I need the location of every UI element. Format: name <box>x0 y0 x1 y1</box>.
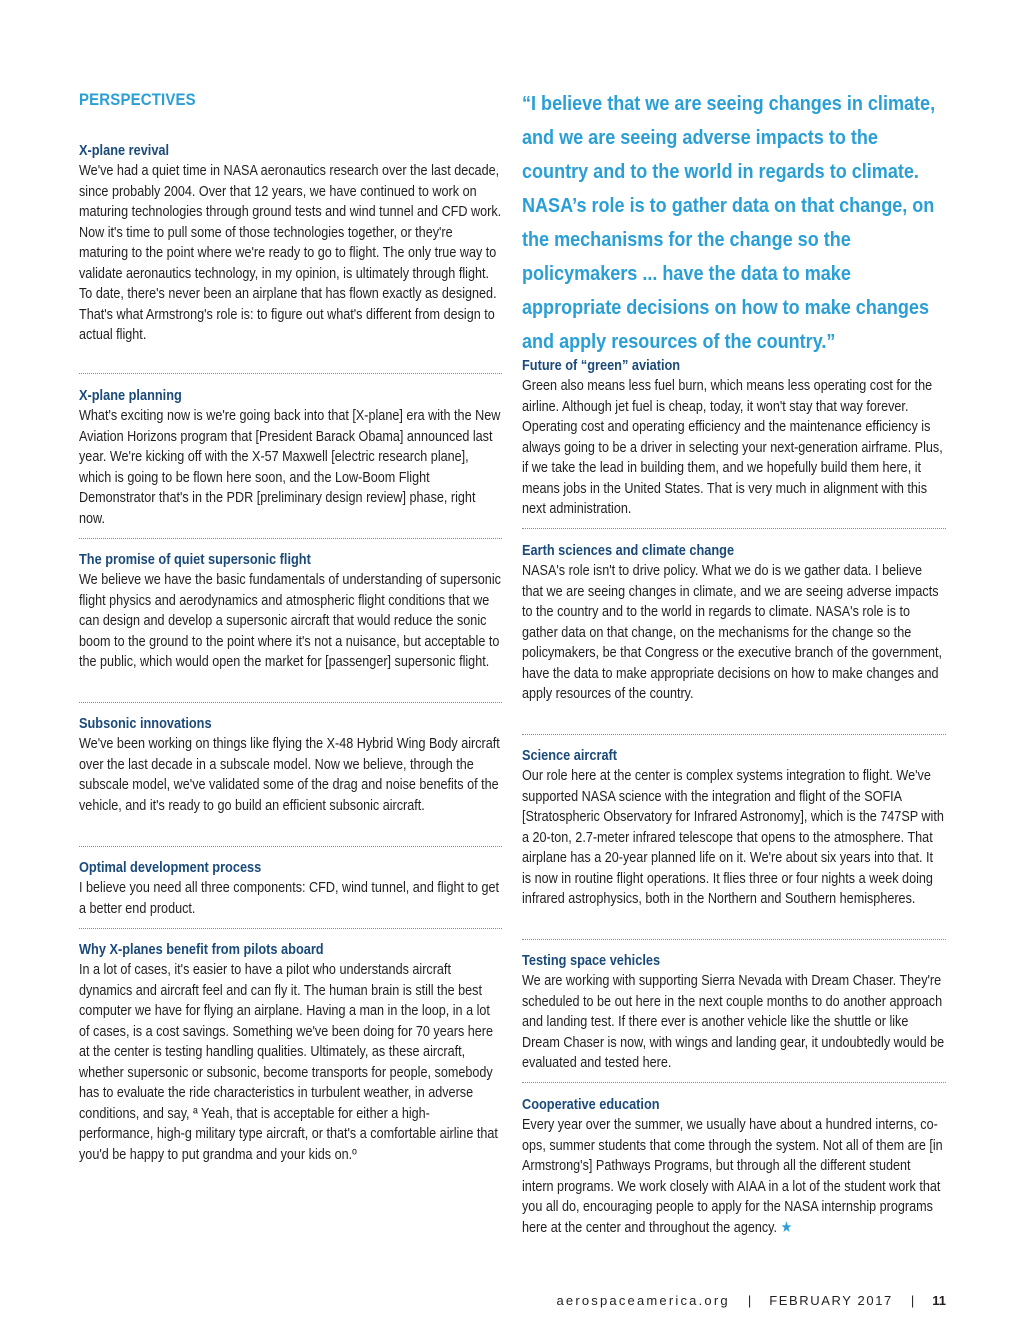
section-body: We believe we have the basic fundamentals of understanding of supersonic flight physics and aerodynamics and atmospheric flight conditions that we can design and develop a supersonic aircraft that would reduce the sonic boom to the ground to the point where it's not a nuisance, but acceptable to the public, which would open the market for [passenger] supersonic flight. <box>79 572 501 670</box>
section-body-text: Every year over the summer, we usually have about a hundred interns, co-ops, summer students that come through the system. Not all of them are [in Armstrong's] Pathways Programs, but through all the different student intern programs. We work closely with AIAA in a lot of the student work that you all do, encouraging people to apply for the NASA internship programs here at the center and throughout the agency. <box>522 1117 943 1236</box>
divider <box>79 373 502 374</box>
divider <box>522 1082 946 1083</box>
article-section <box>79 714 565 816</box>
article-section <box>522 951 1008 1074</box>
page-footer <box>530 1290 946 1310</box>
section-body: NASA's role isn't to drive policy. What we do is we gather data. I believe that we are seeing changes in climate, and we are seeing adverse impacts to the country and to the world in regards to climate. NASA's role is to gather data on that change, on the mechanisms for the change so the policymakers, be that Congress or the executive branch of the government, have the data to make appropriate decisions on how to make changes and apply resources of the country. <box>522 563 943 702</box>
section-heading: Subsonic innovations <box>79 716 212 732</box>
star-icon: ★ <box>780 1218 793 1236</box>
article-section <box>79 141 565 346</box>
article-section <box>522 1095 1008 1238</box>
divider <box>522 939 946 940</box>
section-body: Our role here at the center is complex systems integration to flight. We've supported NASA science with the integration and flight of the SOFIA [Stratospheric Observatory for Infrared Astronomy], which is the 747SP with a 20-ton, 2.7-meter infrared telescope that opens to the atmosphere. That airplane has a 20-year planned life on it. We're about six years into that. It is now in routine flight operations. It flies three or four nights a week doing infrared astrophysics, both in the Northern and Southern hemispheres. <box>522 768 944 907</box>
section-heading: Why X-planes benefit from pilots aboard <box>79 942 324 958</box>
article-section <box>79 550 565 673</box>
section-heading: X-plane revival <box>79 143 170 159</box>
divider <box>522 528 946 529</box>
article-section <box>522 356 1008 520</box>
footer-issue-date: FEBRUARY 2017 <box>769 1292 893 1308</box>
section-heading: Optimal development process <box>79 860 262 876</box>
divider <box>79 846 502 847</box>
section-heading: Testing space vehicles <box>522 953 661 969</box>
article-section <box>79 386 565 529</box>
footer-site[interactable]: aerospaceamerica.org <box>556 1292 730 1308</box>
section-label: PERSPECTIVES <box>79 90 196 109</box>
section-body: We've been working on things like flying the X-48 Hybrid Wing Body aircraft over the last decade in a subscale model. Now we believe, through the subscale model, we've validated some of the drag and noise benefits of the vehicle, and it's ready to go build an efficient subsonic aircraft. <box>79 736 500 814</box>
section-heading: The promise of quiet supersonic flight <box>79 552 311 568</box>
section-heading: Future of “green” aviation <box>522 358 681 374</box>
divider <box>79 702 502 703</box>
article-section <box>79 940 565 1165</box>
section-body <box>522 1115 945 1238</box>
pull-quote: “I believe that we are seeing changes in climate, and we are seeing adverse impacts to the country and to the world in regards to climate. NASA’s role is to gather data on that change, on the mechanisms for the change so the policymakers ... have the data to make appropriate decisions on how to make changes and apply resources of the country.” <box>522 92 936 353</box>
section-heading: Earth sciences and climate change <box>522 543 735 559</box>
section-body: In a lot of cases, it's easier to have a pilot who understands aircraft dynamics and aircraft feel and can fly it. The human brain is still the best computer we have for flying an airplane. Having a man in the loop, in a lot of cases, is a cost savings. Something we've been doing for 70 years here at the center is testing handling qualities. Ultimately, as these aircraft, whether supersonic or subsonic, become transports for people, somebody has to evaluate the ride characteristics in turbulent weather, in adverse conditions, and say, ª Yeah, that is acceptable for either a high-performance, high-g military type aircraft, or that's a comfortable airline that you'd be happy to put grandma and your kids on.º <box>79 962 498 1163</box>
article-section <box>522 541 1008 705</box>
divider <box>79 928 502 929</box>
section-body: Green also means less fuel burn, which means less operating cost for the airline. Although jet fuel is cheap, today, it won't stay that way forever. Operating cost and operating efficiency and the maintenance efficiency is always going to be a driver in selecting your next-generation airframe. Plus, if we take the lead in building them, and we hopefully build them here, it means jobs in the United States. That is very much in alignment with this next administration. <box>522 378 943 517</box>
section-heading: Science aircraft <box>522 748 618 764</box>
page-number: 11 <box>932 1292 946 1308</box>
footer-separator: | <box>910 1292 915 1308</box>
footer-separator: | <box>747 1292 752 1308</box>
section-body: What's exciting now is we're going back into that [X-plane] era with the New Aviation Horizons program that [President Barack Obama] announced last year. We're kicking off with the X-57 Maxwell [electric research plane], which is going to be flown here soon, and the Low-Boom Flight Demonstrator that's in the PDR [preliminary design review] phase, right now. <box>79 408 501 527</box>
section-body: We are working with supporting Sierra Nevada with Dream Chaser. They're scheduled to be out here in the next couple months to do another approach and landing test. If there ever is another vehicle like the shuttle or like Dream Chaser is now, with wings and landing gear, it undoubtedly would be evaluated and tested here. <box>522 973 945 1071</box>
article-section <box>79 858 565 919</box>
section-heading: X-plane planning <box>79 388 182 404</box>
section-body: I believe you need all three components: CFD, wind tunnel, and flight to get a better end product. <box>79 880 500 917</box>
divider <box>522 734 946 735</box>
section-body: We've had a quiet time in NASA aeronautics research over the last decade, since probably 2004. Over that 12 years, we have continued to work on maturing technologies through ground tests and wind tunnel and CFD work. Now it's time to pull some of those technologies together, or they're maturing to the point where we're ready to go to flight. The only true way to validate aeronautics technology, in my opinion, is ultimately through flight. To date, there's never been an airplane that has flown exactly as designed. That's what Armstrong's role is: to figure out what's different from design to actual flight. <box>79 163 502 343</box>
section-heading: Cooperative education <box>522 1097 660 1113</box>
divider <box>79 538 502 539</box>
article-section <box>522 746 1008 910</box>
